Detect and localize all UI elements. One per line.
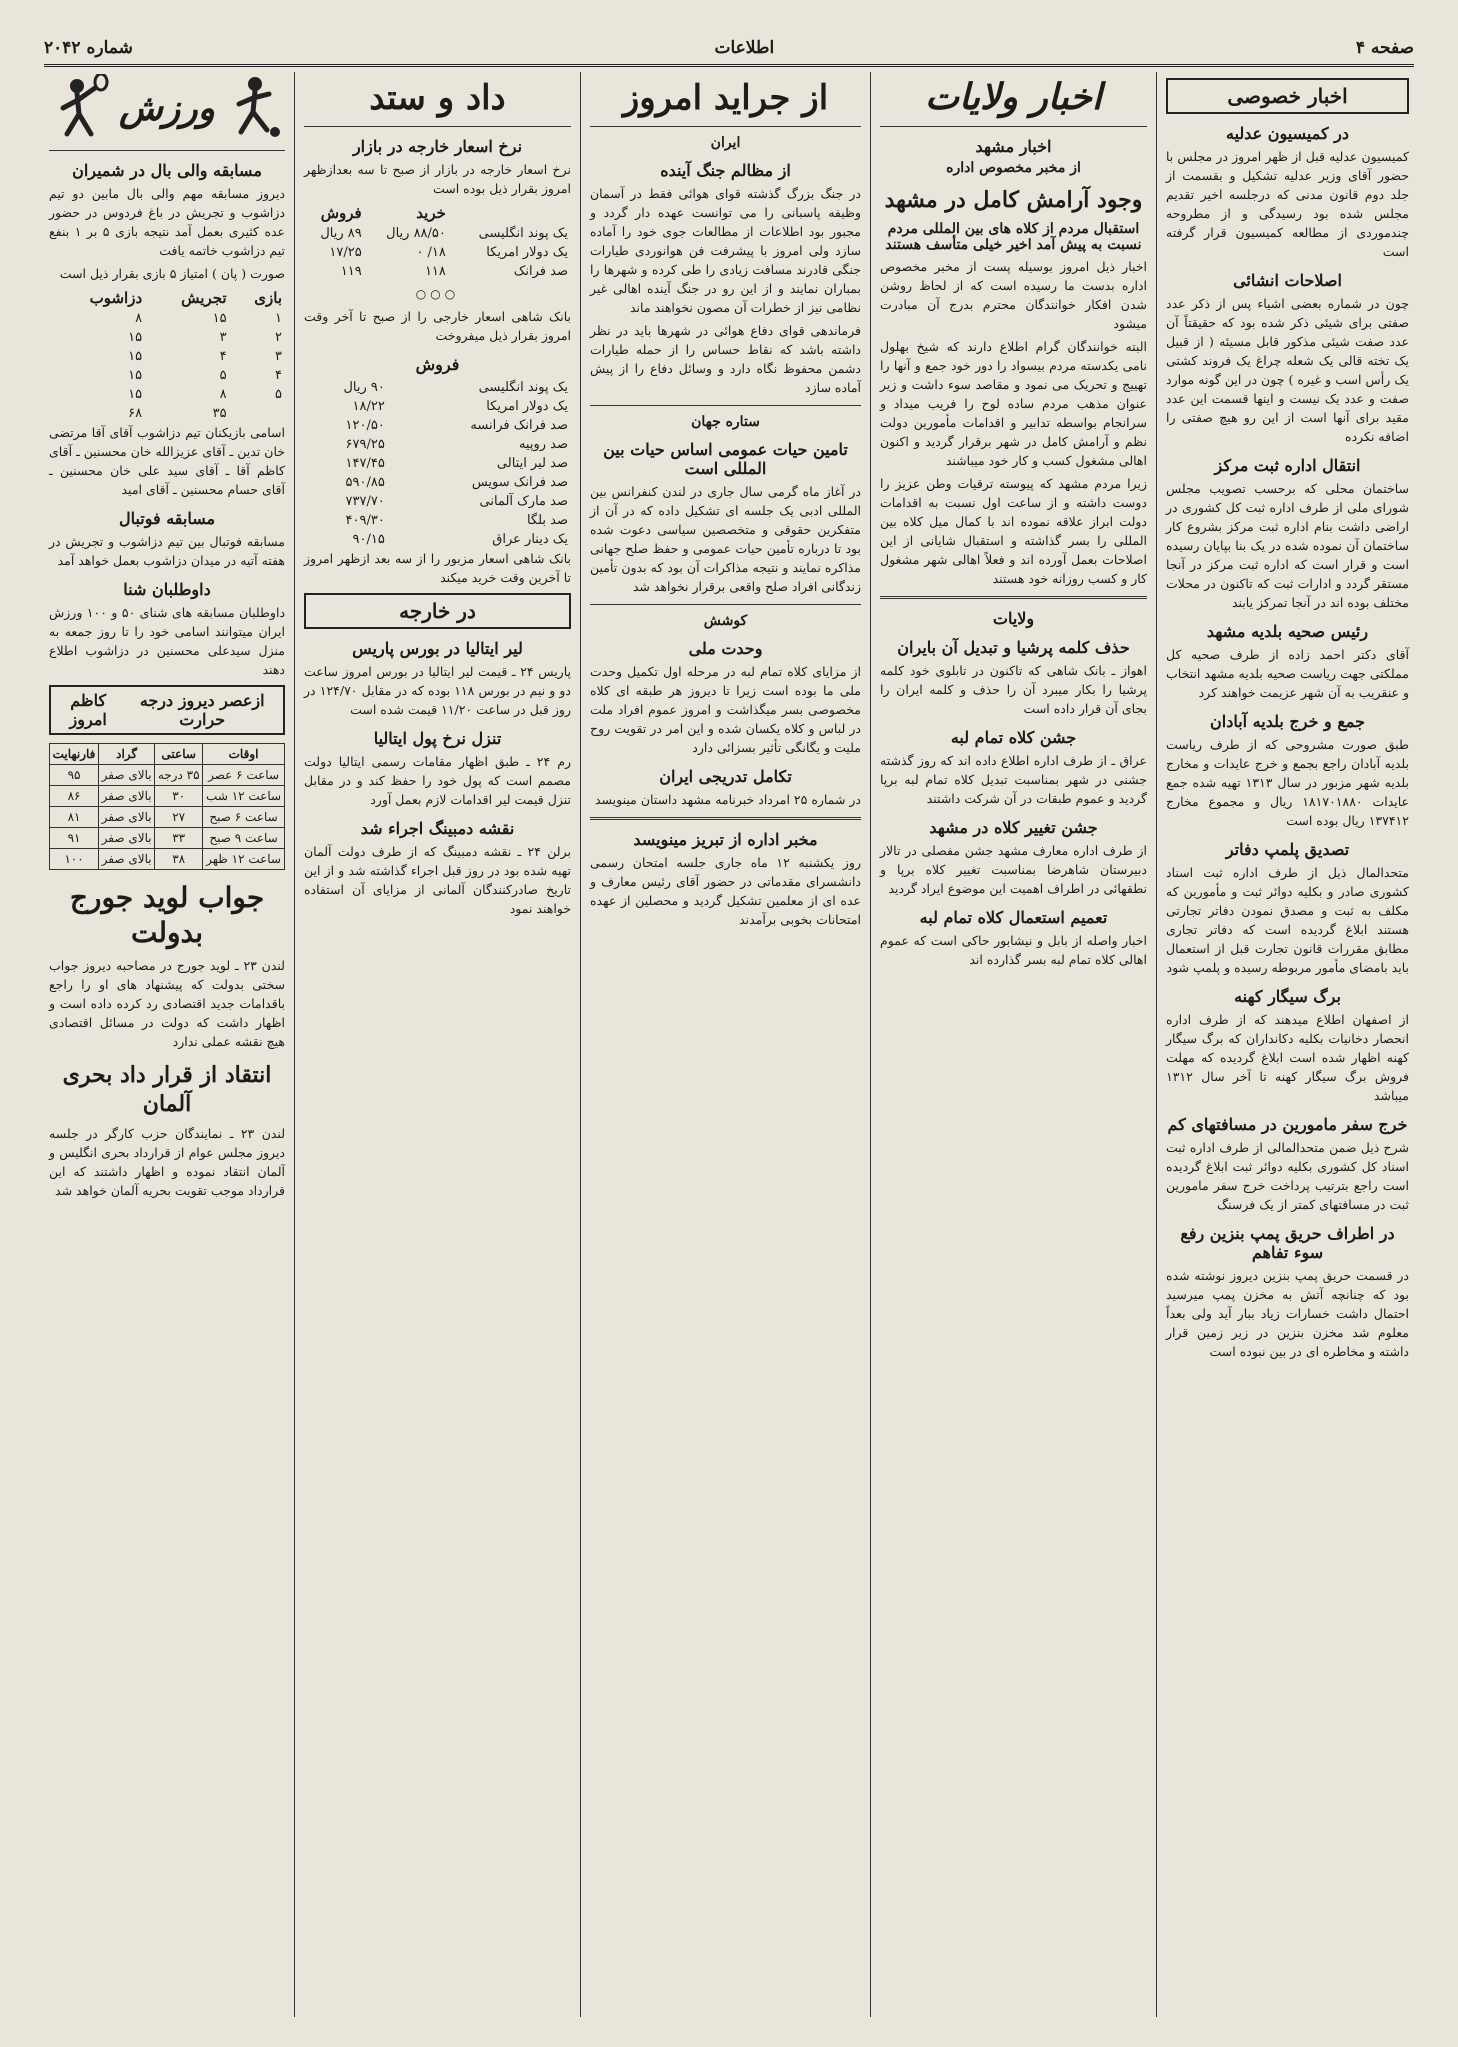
headline: انتقال اداره ثبت مرکز	[1214, 456, 1361, 475]
table-row	[50, 765, 285, 786]
source-tag: کوشش	[703, 613, 748, 629]
table-cell: ۳۳	[155, 828, 203, 849]
table-cell: ۳۸	[155, 849, 203, 870]
article-text: بانک شاهی اسعار خارجی را از صبح تا آخر وقت امروز بقرار ذیل میفروخت	[304, 309, 571, 343]
table-cell	[230, 404, 285, 423]
column-header: فارنهایت	[50, 744, 99, 765]
article-text: طبق صورت مشروحی که از طرف ریاست بلدیه آبادان راجع بجمع و خرج عایدات و مخارج بلدیه شهر مزبور در سال ۱۳۱۳ تهیه شده جمع عایدات ۱۸۱۷۰۱۸۸۰ ریال و مجموع مخارج ۱۳۷۴۱۲ ریال بوده است	[1166, 737, 1409, 828]
table-cell: بالای صفر	[99, 849, 155, 870]
subheadline: استقبال مردم از کلاه های بین المللی مردم نسبت به پیش آمد اخیر خیلی متأسف هستند	[885, 220, 1142, 253]
column-header: دزاشوب	[89, 289, 143, 307]
article-text: زیرا مردم مشهد که پیوسته ترقیات وطن عزیز را دوست داشته و از ساعت اول نسبت به اقدامات دولت ابراز علاقه نموده اند با کمال میل کلاه بین المللی را بسر گذاشته و استقبال شایانی از این اصلاحات بعمل آورده اند و فعلاً اهالی شهر مشغول کار و کسب روزانه خود هستند	[880, 475, 1147, 586]
market-rates-body	[304, 224, 571, 281]
article-text: شرح ذیل ضمن متحدالمالی از طرف اداره ثبت اسناد کل کشوری بکلیه دوائر ثبت ابلاغ گردیده است راجع بترتیب پرداخت خرج سفر مامورین ثبت در مسافتهای کمتر از یک فرسنگ	[1166, 1140, 1409, 1212]
article-text: پاریس ۲۴ ـ قیمت لیر ایتالیا در بورس امروز ساعت دو و نیم در بورس ۱۱۸ بوده که در مقابل ۱۲۴/۷۰ در روز قبل در ساعت ۱۱/۲۰ قیمت شده است	[304, 664, 572, 717]
table-row	[304, 262, 571, 281]
table-cell: یک دولار امریکا	[486, 245, 568, 260]
table-cell: ۴	[275, 368, 282, 383]
subsection-title: در خارجه	[304, 593, 571, 629]
headline: اصلاحات انشائی	[1233, 271, 1342, 290]
column-header: ساعتی	[155, 744, 203, 765]
temperature-title	[49, 685, 285, 735]
article-text: در قسمت حریق پمپ بنزین دیروز نوشته شده بود که چنانچه آتش به مخزن پمپ میرسید احتمال داشت خسارات زیاد ببار آید ولی بعداً معلوم شد مخزن بنزین در زیر زمین قرار داشته و مخاطره ای در بین نبوده است	[1166, 1268, 1409, 1359]
article-text: لندن ۲۳ ـ لوید جورج در مصاحبه دیروز جواب سختی بدولت که پیشنهاد های او را راجع باقدامات جدید اقتصادی رد کرده داده است و اظهار داشت که دولت در مسائل اقتصادی هیچ نقشه عملی ندارد	[49, 958, 285, 1049]
article-text: رم ۲۴ ـ طبق اظهار مقامات رسمی ایتالیا دولت مصمم است که پول خود را حفظ کند و در مقابل تنزل قیمت لیر اقدامات لازم بعمل آورد	[304, 754, 572, 807]
headline: از مظالم جنگ آینده	[660, 161, 791, 180]
article-text: در آغاز ماه گرمی سال جاری در لندن کنفرانس بین المللی ادبی یک جلسه ای تشکیل داده که در آن از متفکرین حقوقی و متخصصین سیاسی دعوت شده بود تا درباره تأمین حیات عمومی و حفظ صلح جهانی مذاکره نمایند و نتیجه مذاکرات آن بود که بدون تأمین زندگانی افراد صلح واقعی برقرار نخواهد شد	[590, 484, 861, 594]
table-cell: ۵	[275, 387, 282, 402]
article-text: داوطلبان مسابقه های شنای ۵۰ و ۱۰۰ ورزش ایران میتوانند اسامی خود را تا روز جمعه به منزل سیدعلی محسنین در دزاشوب اطلاع دهند	[49, 605, 286, 677]
table-cell: بالای صفر	[99, 828, 155, 849]
article-text: اخبار واصله از بابل و نیشابور حاکی است که عموم اهالی کلاه تمام لبه بسر گذارده اند	[880, 932, 1147, 967]
table-cell: صد مارک آلمانی	[479, 494, 568, 509]
headline: وحدت ملی	[688, 639, 763, 658]
headline: در اطراف حریق پمپ بنزین رفع سوء تفاهم	[1180, 1224, 1395, 1262]
table-cell: یک پوند انگلیسی	[478, 380, 568, 395]
divider	[49, 150, 285, 151]
table-row	[50, 849, 285, 870]
article-text: چون در شماره بعضی اشیاء پس از ذکر عدد صفتی برای شیئی ذکر شده بود که حقیقتاً آن عدد صفت شیئی مذکور قابل مسیئه ( از قبیل یک تخته قالی یک شعله چراغ یک فروند کشتی یک رأس اسب و غیره ) چون در این گونه موارد صفت و عدد یک نیست و اینها قسمت این عدد مقید برای آنها است از این رو هیچ صفتی را اضافه نکرده	[1166, 296, 1409, 444]
headline: در کمیسیون عدلیه	[1225, 124, 1350, 143]
section-title-trade: داد و ستد	[369, 78, 506, 118]
headline: حذف کلمه پرشیا و تبدیل آن بایران	[897, 637, 1130, 657]
table-cell: ۵۹۰/۸۵	[345, 475, 385, 490]
article-text: لندن ۲۳ ـ نمایندگان حزب کارگر در جلسه دیروز مجلس عوام از قرارداد بحری انگلیس و آلمان انتقاد نموده و اظهار داشتند که این قرارداد موجب تقویت بحریه آلمان خواهد شد	[49, 1126, 286, 1199]
headline: مسابقه فوتبال	[118, 509, 216, 528]
issue-number: شماره ۲۰۴۲	[44, 38, 133, 58]
table-cell: ۱۷/۲۵	[329, 245, 362, 260]
table-cell: صد روپیه	[518, 437, 568, 452]
article-text: اسامی بازیکنان تیم دزاشوب آقای آقا مرتضی خان تدین ـ آقای عزیزالله خان محسنین ـ آقای کاظم آقا ـ آقای سید علی خان محسنین ـ آقای حسام محسنین ـ آقای امید	[49, 425, 285, 497]
bank-rates-body	[304, 378, 571, 549]
table-cell: بالای صفر	[99, 786, 155, 807]
volleyball-score-table	[49, 287, 285, 423]
headline: داوطلبان شنا	[123, 580, 211, 599]
subsection-title: ولایات	[992, 608, 1035, 628]
table-cell: صد بلگا	[526, 513, 568, 528]
table-row	[304, 224, 571, 243]
table-row	[304, 416, 571, 435]
headline: مخبر اداره از تبریز مینویسد	[633, 830, 818, 849]
table-row	[304, 492, 571, 511]
temperature-title-right: ازعصر دیروز درجه حرارت	[139, 691, 265, 729]
table-cell: صد لیر ایتالی	[496, 456, 568, 471]
market-rates-table	[304, 202, 571, 281]
article-text: کمیسیون عدلیه قبل از ظهر امروز در مجلس با حضور آقای وزیر عدلیه تشکیل و بقسمت از جلد دوم قانون مدنی که درجلسه اخیر تقدیم مجلس شده بود رسیدگی و از مطروحه چندموردی از مطالعه کمیسیون قرار گرفته است	[1166, 149, 1409, 259]
article-text: برلن ۲۴ ـ نقشه دمبینگ که از طرف دولت آلمان تهیه شده بود در روز قبل اجراء گذاشته شد و از این تاریخ صادرکنندگان آلمانی از مزایای آن استفاده خواهند نمود	[304, 844, 571, 916]
table-cell: ۱۱۸	[424, 264, 446, 279]
table-cell: ۱۵	[128, 387, 143, 402]
temperature-body	[50, 765, 285, 870]
headline: رئیس صحیه بلدیه مشهد	[1206, 622, 1369, 641]
column-header: بازی	[254, 289, 282, 307]
divider	[304, 126, 571, 127]
headline: خرج سفر مامورین در مسافتهای کم	[1167, 1115, 1408, 1134]
table-cell: ۸۶	[50, 786, 99, 807]
table-cell: ۸۸/۵۰ ریال	[386, 226, 446, 241]
table-row	[304, 530, 571, 549]
table-cell: ۱۲۰/۵۰	[345, 418, 385, 433]
headline: جشن کلاه تمام لبه	[950, 727, 1077, 747]
table-cell: ۲	[275, 330, 282, 345]
table-cell: ۴۰۹/۳۰	[345, 513, 385, 528]
article-text: اهواز ـ بانک شاهی که تاکنون در تابلوی خود کلمه پرشیا را بکار میبرد آن را حذف و کلمه ایران را بجای آن قرار داده است	[880, 662, 1147, 716]
table-cell: ۱۸/۲۲	[352, 399, 385, 414]
headline: تعمیم استعمال کلاه تمام لبه	[919, 907, 1108, 927]
table-row	[49, 328, 285, 347]
table-cell: ۸	[135, 311, 143, 326]
table-cell: بالای صفر	[99, 765, 155, 786]
column-private-news	[1156, 72, 1418, 2017]
article-text: در جنگ بزرگ گذشته قوای هوائی فقط در آسمان وظیفه پاسبانی را می توانست عهده دار گردد و مجبور بود اطلاعات از مطالعات جوی خود را آماده سازد ولی امروز با پیشرفت فن هوانوردی طیارات جنگی قادرند مسافت زیادی را طی کرده و شهرها را بمباران نمایند و از این رو در جنگ آینده اهالی غیر نظامی نیز از خطرات آن مصون نخواهند ماند	[590, 186, 861, 315]
table-cell: ۹۱	[50, 828, 99, 849]
table-cell: ۳۰	[155, 786, 203, 807]
section-title-sport: ورزش	[118, 87, 216, 129]
table-cell: ۳	[219, 330, 227, 345]
table-cell: ۳۵ درجه	[155, 765, 203, 786]
masthead	[44, 32, 1414, 67]
column-header	[449, 202, 571, 224]
table-row	[50, 828, 285, 849]
sport-illustration	[49, 72, 285, 142]
column-header: تجریش	[181, 289, 227, 307]
table-cell: صد فرانک فرانسه	[470, 418, 568, 433]
article-text: بانک شاهی اسعار مزبور را از سه بعد ازظهر امروز تا آخرین وقت خرید میکند	[304, 551, 571, 585]
headline: نقشه دمبینگ اجراء شد	[360, 819, 515, 838]
table-cell: بالای صفر	[99, 807, 155, 828]
table-cell: صد فرانک سویس	[471, 475, 568, 490]
temperature-title-left: کاظم امروز	[69, 691, 107, 729]
article-text: روز یکشنبه ۱۲ ماه جاری جلسه امتحان رسمی دانشسرای مقدماتی در حضور آقای رئیس معارف و عده ای از معلمین تشکیل گردید و محصلین از عهده امتحانات بخوبی برآمدند	[590, 855, 861, 927]
source-tag: ایران	[710, 135, 741, 151]
table-row	[304, 473, 571, 492]
table-cell: ۸	[219, 387, 227, 402]
table-row	[50, 807, 285, 828]
table-row	[49, 404, 285, 423]
article-text: عراق ـ از طرف اداره اطلاع داده اند که روز گذشته جشنی در شهر بمناسبت تبدیل کلاه تمام لبه برپا گردید و عموم طبقات در آن شرکت داشتند	[880, 752, 1147, 806]
table-cell: ۳	[275, 349, 282, 364]
source-tag: ستاره جهان	[691, 414, 760, 430]
table-row	[304, 435, 571, 454]
table-cell: ۱۸/ ۰	[416, 245, 446, 260]
divider	[880, 126, 1147, 127]
bank-rates-table	[304, 378, 571, 549]
table-cell: ۶۷۹/۲۵	[345, 437, 385, 452]
divider	[880, 596, 1147, 599]
article-text: ساختمان محلی که برحسب تصویب مجلس شورای ملی از طرف اداره ثبت کل کشوری در اراضی داشت بنام اداره ثبت مرکز بشروع کار ساختمان آن نموده شده در یک بنا بپایان رسیده است و قرار است که اداره ثبت مرکز در آنجا مستقر گردد و ادارات ثبت که تاکنون در محلات مختلف بوده اند در آنجا تمرکز یابند	[1166, 481, 1409, 610]
paper-name: اطلاعات	[714, 38, 775, 58]
article-text: فرماندهی قوای دفاع هوائی در شهرها باید در نظر داشته باشد که نقاط حساس را از حمله طیارات دشمن محفوظ نگاه دارد و وسائل دفاع را از پیش آماده سازد	[590, 323, 861, 395]
article-text: مسابقه فوتبال بین تیم دزاشوب و تجریش در هفته آتیه در میدان دزاشوب بعمل خواهد آمد	[49, 534, 285, 568]
headline: انتقاد از قرار داد بحری آلمان	[62, 1062, 272, 1117]
headline: جمع و خرج بلدیه آبادان	[1210, 712, 1365, 731]
column-sport	[40, 72, 294, 2017]
page-number: صفحه ۴	[1355, 38, 1414, 58]
temperature-table	[49, 743, 285, 870]
table-cell: ۳۵	[212, 406, 227, 421]
section-title-press-review: از جراید امروز	[622, 78, 829, 118]
column-header: اوقات	[203, 744, 285, 765]
article-text: البته خوانندگان گرام اطلاع دارند که شیخ بهلول نامی یکدسته مردم بیسواد را دور خود جمع و آنها را تهییج و تحریک می نمود و مقاصد سوء داشت و زیر عنوان مذهب مردم ساده لوح را فریب میداد و سرانجام بواسطه تدابیر و اقدامات مأمورین دولت نظم و آرامش کامل در شهر برقرار گردید و اکنون اهالی مشغول کسب و کار خود میباشند	[880, 338, 1147, 468]
score-body	[49, 309, 285, 423]
divider	[590, 817, 861, 820]
table-cell: صد فرانک	[513, 264, 568, 279]
headline-main: وجود آرامش کامل در مشهد	[884, 187, 1143, 213]
headline: جشن تغییر کلاه در مشهد	[929, 817, 1098, 837]
table-caption: فروش	[415, 355, 460, 374]
table-cell: ۱۴۷/۴۵	[345, 456, 385, 471]
subsection-title: اخبار مشهد	[975, 137, 1052, 156]
article-text: صورت ( پان ) امتیاز ۵ بازی بقرار ذیل است	[59, 266, 285, 281]
divider	[590, 405, 861, 406]
article-text: آقای دکتر احمد زاده از طرف صحیه کل مملکتی جهت ریاست صحیه بلدیه مشهد انتخاب و عنقریب به آن شهر عزیمت خواهند کرد	[1166, 647, 1409, 700]
headline: لیر ایتالیا در بورس پاریس	[352, 639, 523, 658]
table-cell: ساعت ۶ صبح	[203, 807, 285, 828]
table-cell: ۱۵	[128, 349, 143, 364]
ornament: ○○○	[415, 287, 460, 301]
article-text: از اصفهان اطلاع میدهند که از طرف اداره انحصار دخانیات بکلیه دکانداران که برگ سیگار کهنه اظهار شده است ابلاغ گردیده که مهلت فروش برگ سیگار کهنه تا آخر سال ۱۳۱۲ میباشد	[1166, 1012, 1409, 1103]
headline: تنزل نرخ پول ایتالیا	[373, 729, 502, 748]
article-text: اخبار ذیل امروز بوسیله پست از مخبر مخصوص اداره بدست ما رسیده است که از لحاظ روشن شدن افکار خوانندگان محترم بدرج آن مبادرت میشود	[880, 258, 1147, 331]
column-trade	[294, 72, 580, 2017]
headline: تصدیق پلمپ دفاتر	[1225, 840, 1350, 859]
table-cell: ۹۵	[50, 765, 99, 786]
table-cell: ۱۵	[128, 368, 143, 383]
article-text: متحدالمال ذیل از طرف اداره ثبت اسناد کشوری صادر و بکلیه دوائر ثبت و مأمورین که مکلف به ثبت و مصدق نمودن دفاتر تجارتی هستند ابلاغ گردیده است که دفاتر تجاری مطابق مقررات قانون تجارت قبل از استعمال باید بامضای مأمور مربوطه رسیده و پلمپ شود	[1166, 865, 1409, 975]
column-header: فروش	[320, 204, 362, 222]
table-cell: ۹۰/۱۵	[352, 532, 385, 547]
divider	[590, 126, 861, 127]
table-cell: یک پوند انگلیسی	[478, 226, 568, 241]
table-cell: ساعت ۶ عصر	[203, 765, 285, 786]
table-cell: ۸۱	[50, 807, 99, 828]
footballer-icon	[225, 74, 285, 140]
table-cell: ساعت ۹ صبح	[203, 828, 285, 849]
columns	[40, 72, 1418, 2017]
table-cell: ساعت ۱۲ شب	[203, 786, 285, 807]
table-row	[304, 378, 571, 397]
column-header: خرید	[416, 204, 446, 222]
headline: مسابقه والی بال در شمیران	[72, 161, 262, 180]
section-title-private-news: اخبار خصوصی	[1166, 78, 1409, 114]
table-cell: ۷۳۷/۷۰	[345, 494, 385, 509]
table-row	[304, 397, 571, 416]
table-row	[304, 243, 571, 262]
column-header: گراد	[99, 744, 155, 765]
table-cell: ۱۵	[212, 311, 227, 326]
table-cell: ۸۹ ریال	[320, 226, 362, 241]
headline: جواب لوید جورج بدولت	[69, 881, 265, 949]
table-cell: ۴	[219, 349, 227, 364]
headline: تکامل تدریجی ایران	[659, 767, 792, 786]
column-press-review	[580, 72, 870, 2017]
headline: تامین حیات عمومی اساس حیات بین المللی است	[603, 440, 848, 478]
article-text: از طرف اداره معارف مشهد جشن مفصلی در تالار دبیرستان شاهرضا بمناسبت تغییر کلاه برپا و نطقهائی در اطراف اهمیت این موضوع ایراد گردید	[880, 842, 1147, 896]
section-title-provinces: اخبار ولایات	[925, 76, 1102, 118]
table-cell: ۱۱۹	[340, 264, 362, 279]
table-row	[304, 511, 571, 530]
table-cell: ۱	[275, 311, 282, 326]
byline: از مخبر مخصوص اداره	[946, 160, 1081, 176]
divider	[590, 604, 861, 605]
table-row	[49, 309, 285, 328]
table-row	[49, 385, 285, 404]
column-provincial-news	[870, 72, 1156, 2017]
article-text: نرخ اسعار خارجه در بازار از صبح تا سه بعدازظهر امروز بقرار ذیل بوده است	[304, 162, 571, 196]
table-cell: ساعت ۱۲ ظهر	[203, 849, 285, 870]
article-text: دیروز مسابقه مهم والی بال مابین دو تیم دزاشوب و تجریش در باغ فردوس در حضور عده کثیری بعمل آمد نتیجه بازی ۵ بر ۱ بنفع تیم دزاشوب خاتمه یافت	[49, 186, 286, 258]
headline: برگ سیگار کهنه	[1234, 987, 1341, 1006]
table-cell: ۶۸	[128, 406, 143, 421]
article-text: از مزایای کلاه تمام لبه در مرحله اول تکمیل وحدت ملی ما بوده است زیرا تا دیروز هر طبقه ای کلاه مخصوصی بسر میگذاشت و امروز عموم افراد ملت در لباس و کلاه یکسان شده و این امر در تقویت روح ملیت و یگانگی تأثیر بسزائی دارد	[590, 664, 861, 755]
table-row	[50, 786, 285, 807]
table-cell: ۱۰۰	[50, 849, 99, 870]
table-row	[49, 366, 285, 385]
table-cell: یک دولار امریکا	[486, 399, 568, 414]
table-row	[49, 347, 285, 366]
headline: نرخ اسعار خارجه در بازار	[352, 137, 523, 156]
table-cell: ۹۰ ریال	[343, 380, 385, 395]
table-cell: ۱۵	[128, 330, 143, 345]
table-cell: ۵	[219, 368, 227, 383]
table-cell: ۲۷	[155, 807, 203, 828]
tennis-player-icon	[49, 74, 109, 140]
table-cell: یک دینار عراق	[492, 532, 568, 547]
article-text: در شماره ۲۵ امرداد خبرنامه مشهد داستان مینویسد	[594, 792, 861, 807]
table-row	[304, 454, 571, 473]
